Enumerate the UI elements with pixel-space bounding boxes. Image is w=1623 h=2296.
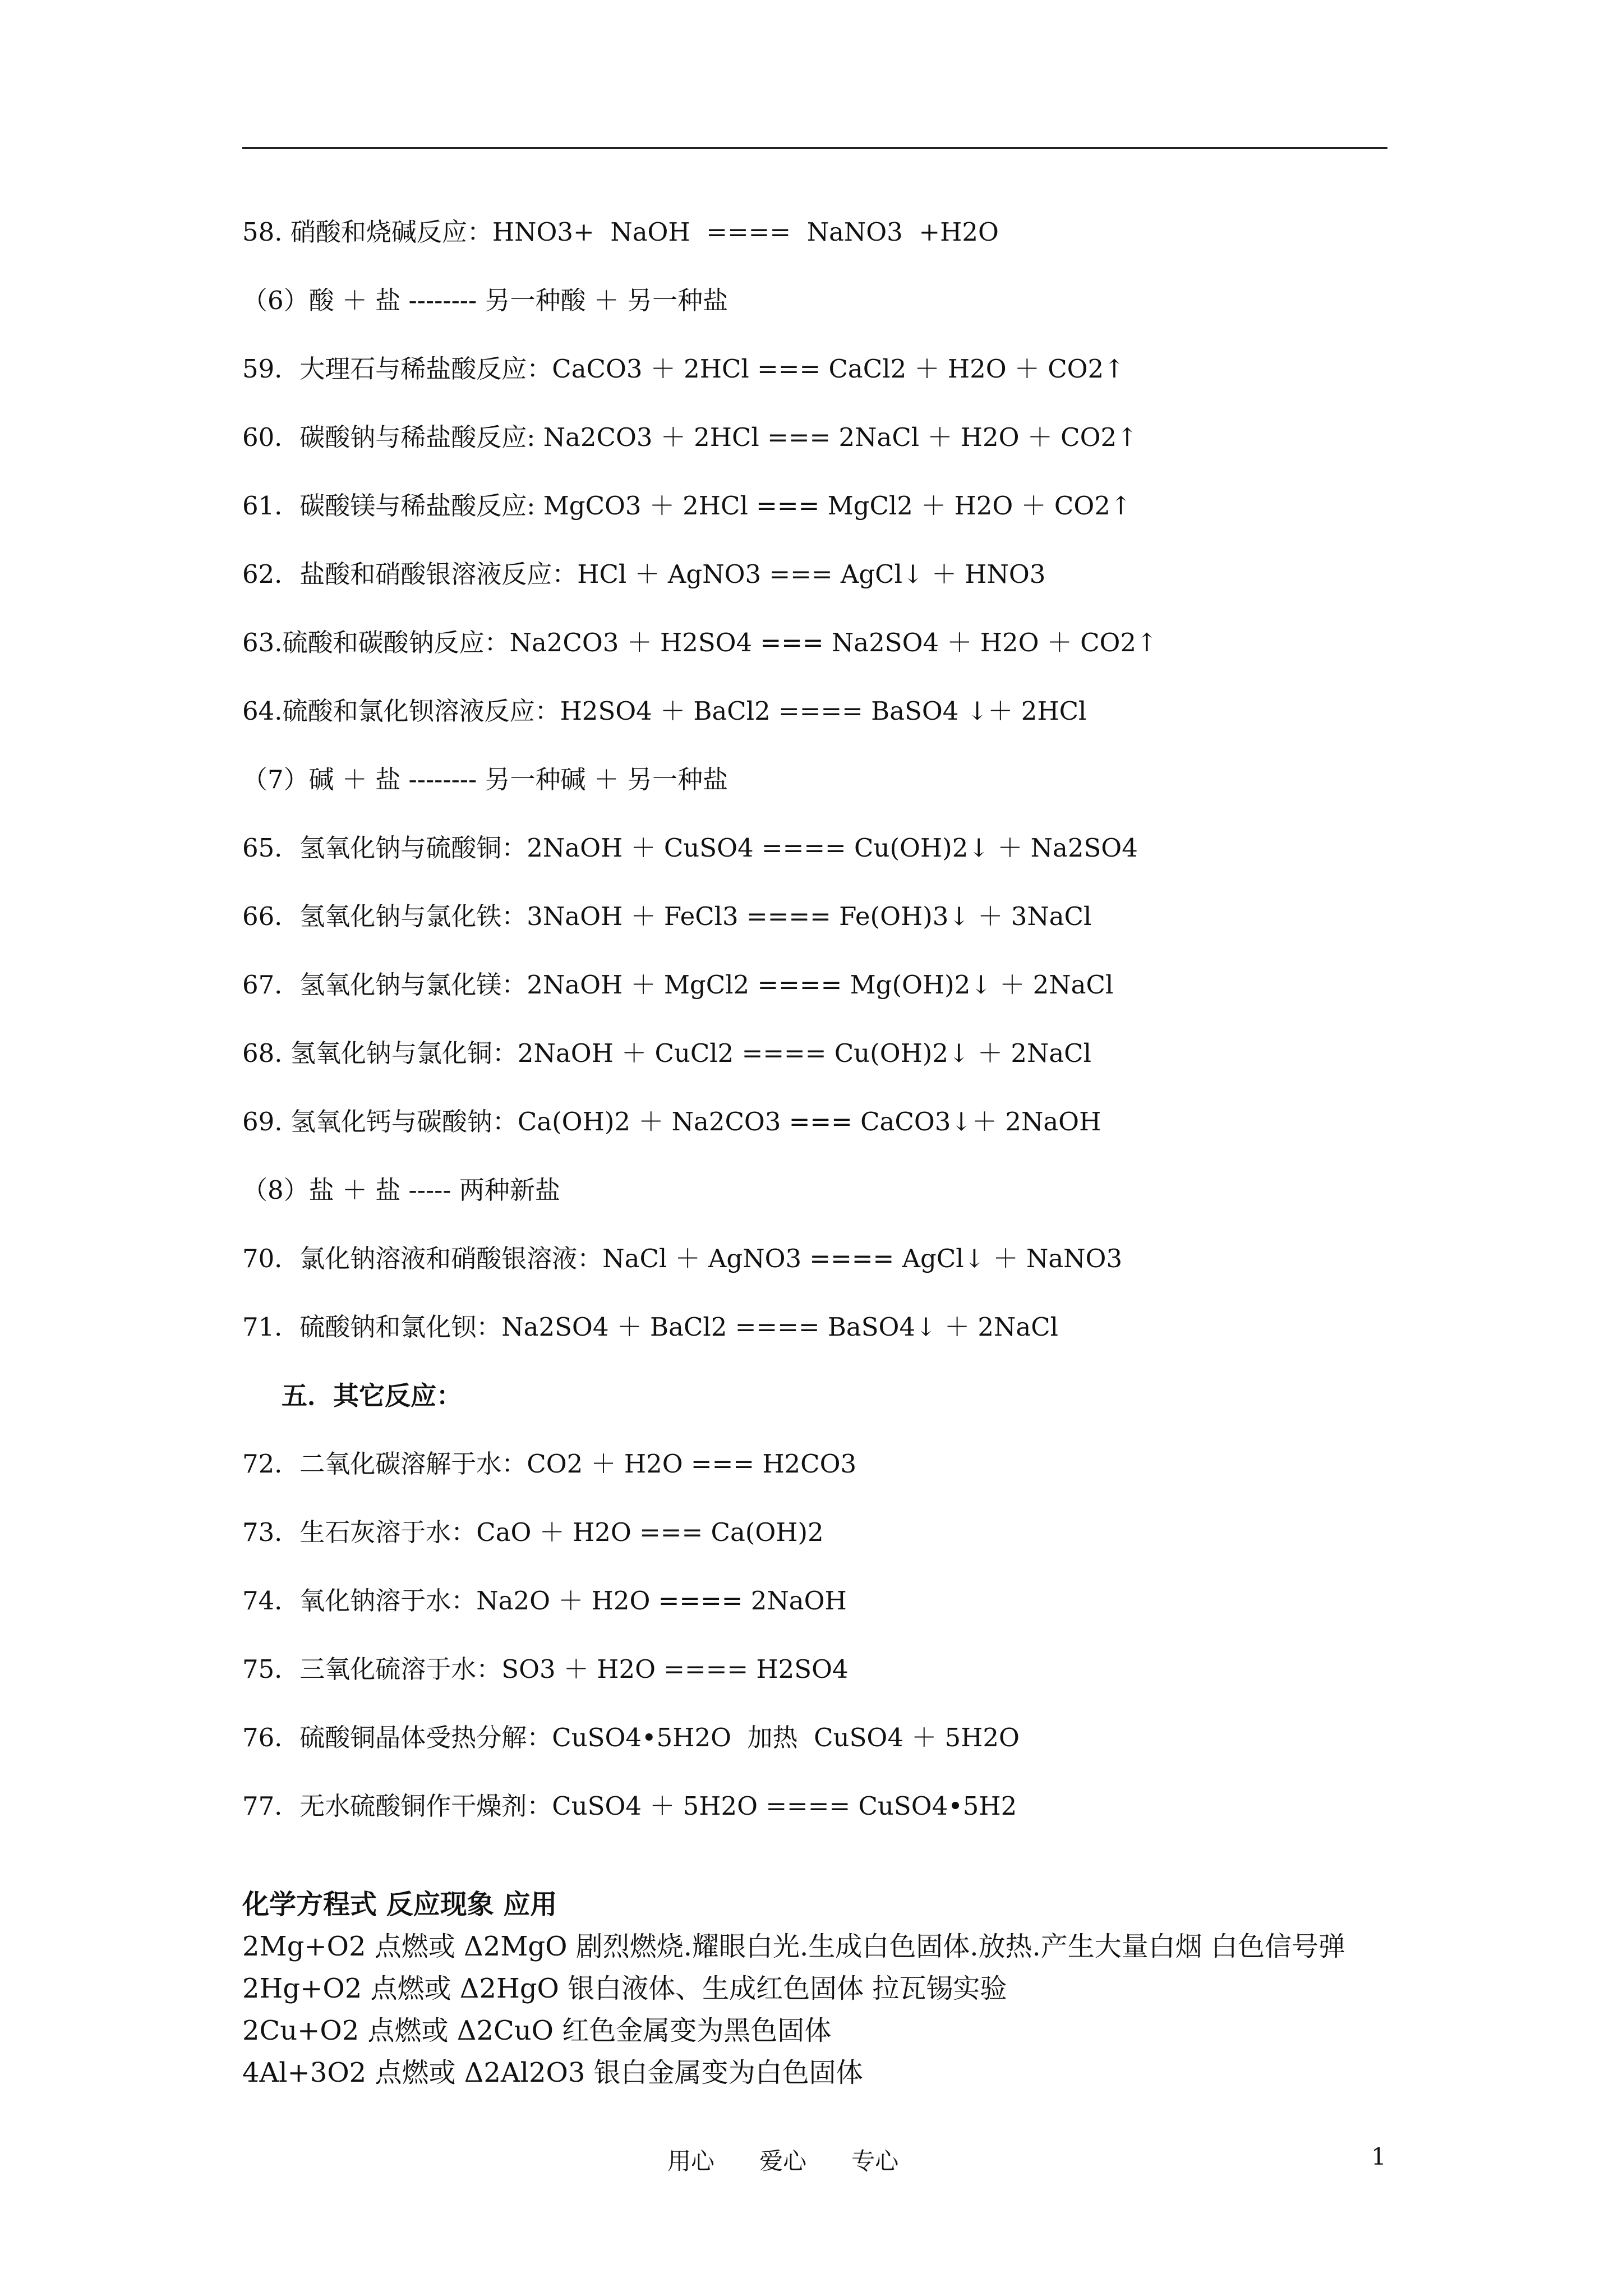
equation-line: 70．氯化钠溶液和硝酸银溶液：NaCl ＋ AgNO3 ==== AgCl↓ ＋ NaNO3	[242, 1244, 1123, 1273]
equation-line: 60．碳酸钠与稀盐酸反应: Na2CO3 ＋ 2HCl === 2NaCl ＋ H2O ＋ CO2↑	[242, 422, 1138, 452]
footer-motto: 用心 爱心 专心	[667, 2147, 899, 2175]
page-number: 1	[1371, 2143, 1386, 2170]
equation-line: 65．氢氧化钠与硫酸铜：2NaOH ＋ CuSO4 ==== Cu(OH)2↓ ＋ Na2SO4	[242, 833, 1138, 863]
equation-line: 77．无水硫酸铜作干燥剂：CuSO4 ＋ 5H2O ==== CuSO4•5H2	[242, 1791, 1017, 1821]
equation-line: 59．大理石与稀盐酸反应：CaCO3 ＋ 2HCl === CaCl2 ＋ H2O ＋ CO2↑	[242, 354, 1125, 384]
equation-line: 74．氧化钠溶于水：Na2O ＋ H2O ==== 2NaOH	[242, 1586, 847, 1616]
equation-line: 66．氢氧化钠与氯化铁：3NaOH ＋ FeCl3 ==== Fe(OH)3↓ ＋ 3NaCl	[242, 901, 1092, 931]
section-subheading: （8）盐 ＋ 盐 ----- 两种新盐	[242, 1175, 560, 1205]
section-subheading: （7）碱 ＋ 盐 -------- 另一种碱 ＋ 另一种盐	[242, 765, 728, 794]
equation-line: 73．生石灰溶于水：CaO ＋ H2O === Ca(OH)2	[242, 1517, 824, 1547]
table-row: 4Al+3O2 点燃或 Δ2Al2O3 银白金属变为白色固体	[242, 2057, 863, 2088]
section-heading: 五．其它反应：	[282, 1381, 462, 1411]
equation-line: 61．碳酸镁与稀盐酸反应: MgCO3 ＋ 2HCl === MgCl2 ＋ H2O ＋ CO2↑	[242, 491, 1132, 521]
table-header: 化学方程式 反应现象 应用	[242, 1889, 557, 1920]
equation-line: 72．二氧化碳溶解于水：CO2 ＋ H2O === H2CO3	[242, 1449, 857, 1479]
equation-line: 75．三氧化硫溶于水：SO3 ＋ H2O ==== H2SO4	[242, 1654, 849, 1684]
equation-line: 68. 氢氧化钠与氯化铜：2NaOH ＋ CuCl2 ==== Cu(OH)2↓ ＋ 2NaCl	[242, 1038, 1092, 1068]
equation-line: 62．盐酸和硝酸银溶液反应：HCl ＋ AgNO3 === AgCl↓ ＋ HNO3	[242, 559, 1046, 589]
equation-line: 69. 氢氧化钙与碳酸钠：Ca(OH)2 ＋ Na2CO3 === CaCO3↓＋ 2NaOH	[242, 1107, 1101, 1137]
table-row: 2Cu+O2 点燃或 Δ2CuO 红色金属变为黑色固体	[242, 2015, 832, 2046]
table-row: 2Hg+O2 点燃或 Δ2HgO 银白液体、生成红色固体 拉瓦锡实验	[242, 1973, 1007, 2004]
equation-line: 67．氢氧化钠与氯化镁：2NaOH ＋ MgCl2 ==== Mg(OH)2↓ ＋ 2NaCl	[242, 970, 1114, 1000]
table-row: 2Mg+O2 点燃或 Δ2MgO 剧烈燃烧.耀眼白光.生成白色固体.放热.产生大量白烟 白色信号弹	[242, 1931, 1346, 1962]
equation-line: 63.硫酸和碳酸钠反应：Na2CO3 ＋ H2SO4 === Na2SO4 ＋ H2O ＋ CO2↑	[242, 628, 1158, 657]
equation-line: 71．硫酸钠和氯化钡：Na2SO4 ＋ BaCl2 ==== BaSO4↓ ＋ 2NaCl	[242, 1312, 1059, 1342]
equation-line: 58. 硝酸和烧碱反应：HNO3+ NaOH ==== NaNO3 +H2O	[242, 217, 999, 247]
equation-line: 76．硫酸铜晶体受热分解：CuSO4•5H2O 加热 CuSO4 ＋ 5H2O	[242, 1723, 1020, 1752]
page-footer	[0, 2143, 1623, 2182]
header-rule	[242, 147, 1387, 149]
document-body	[242, 208, 1398, 1850]
section-subheading: （6）酸 ＋ 盐 -------- 另一种酸 ＋ 另一种盐	[242, 286, 728, 315]
equation-line: 64.硫酸和氯化钡溶液反应：H2SO4 ＋ BaCl2 ==== BaSO4 ↓＋ 2HCl	[242, 696, 1087, 726]
reaction-table	[242, 1884, 1409, 2094]
